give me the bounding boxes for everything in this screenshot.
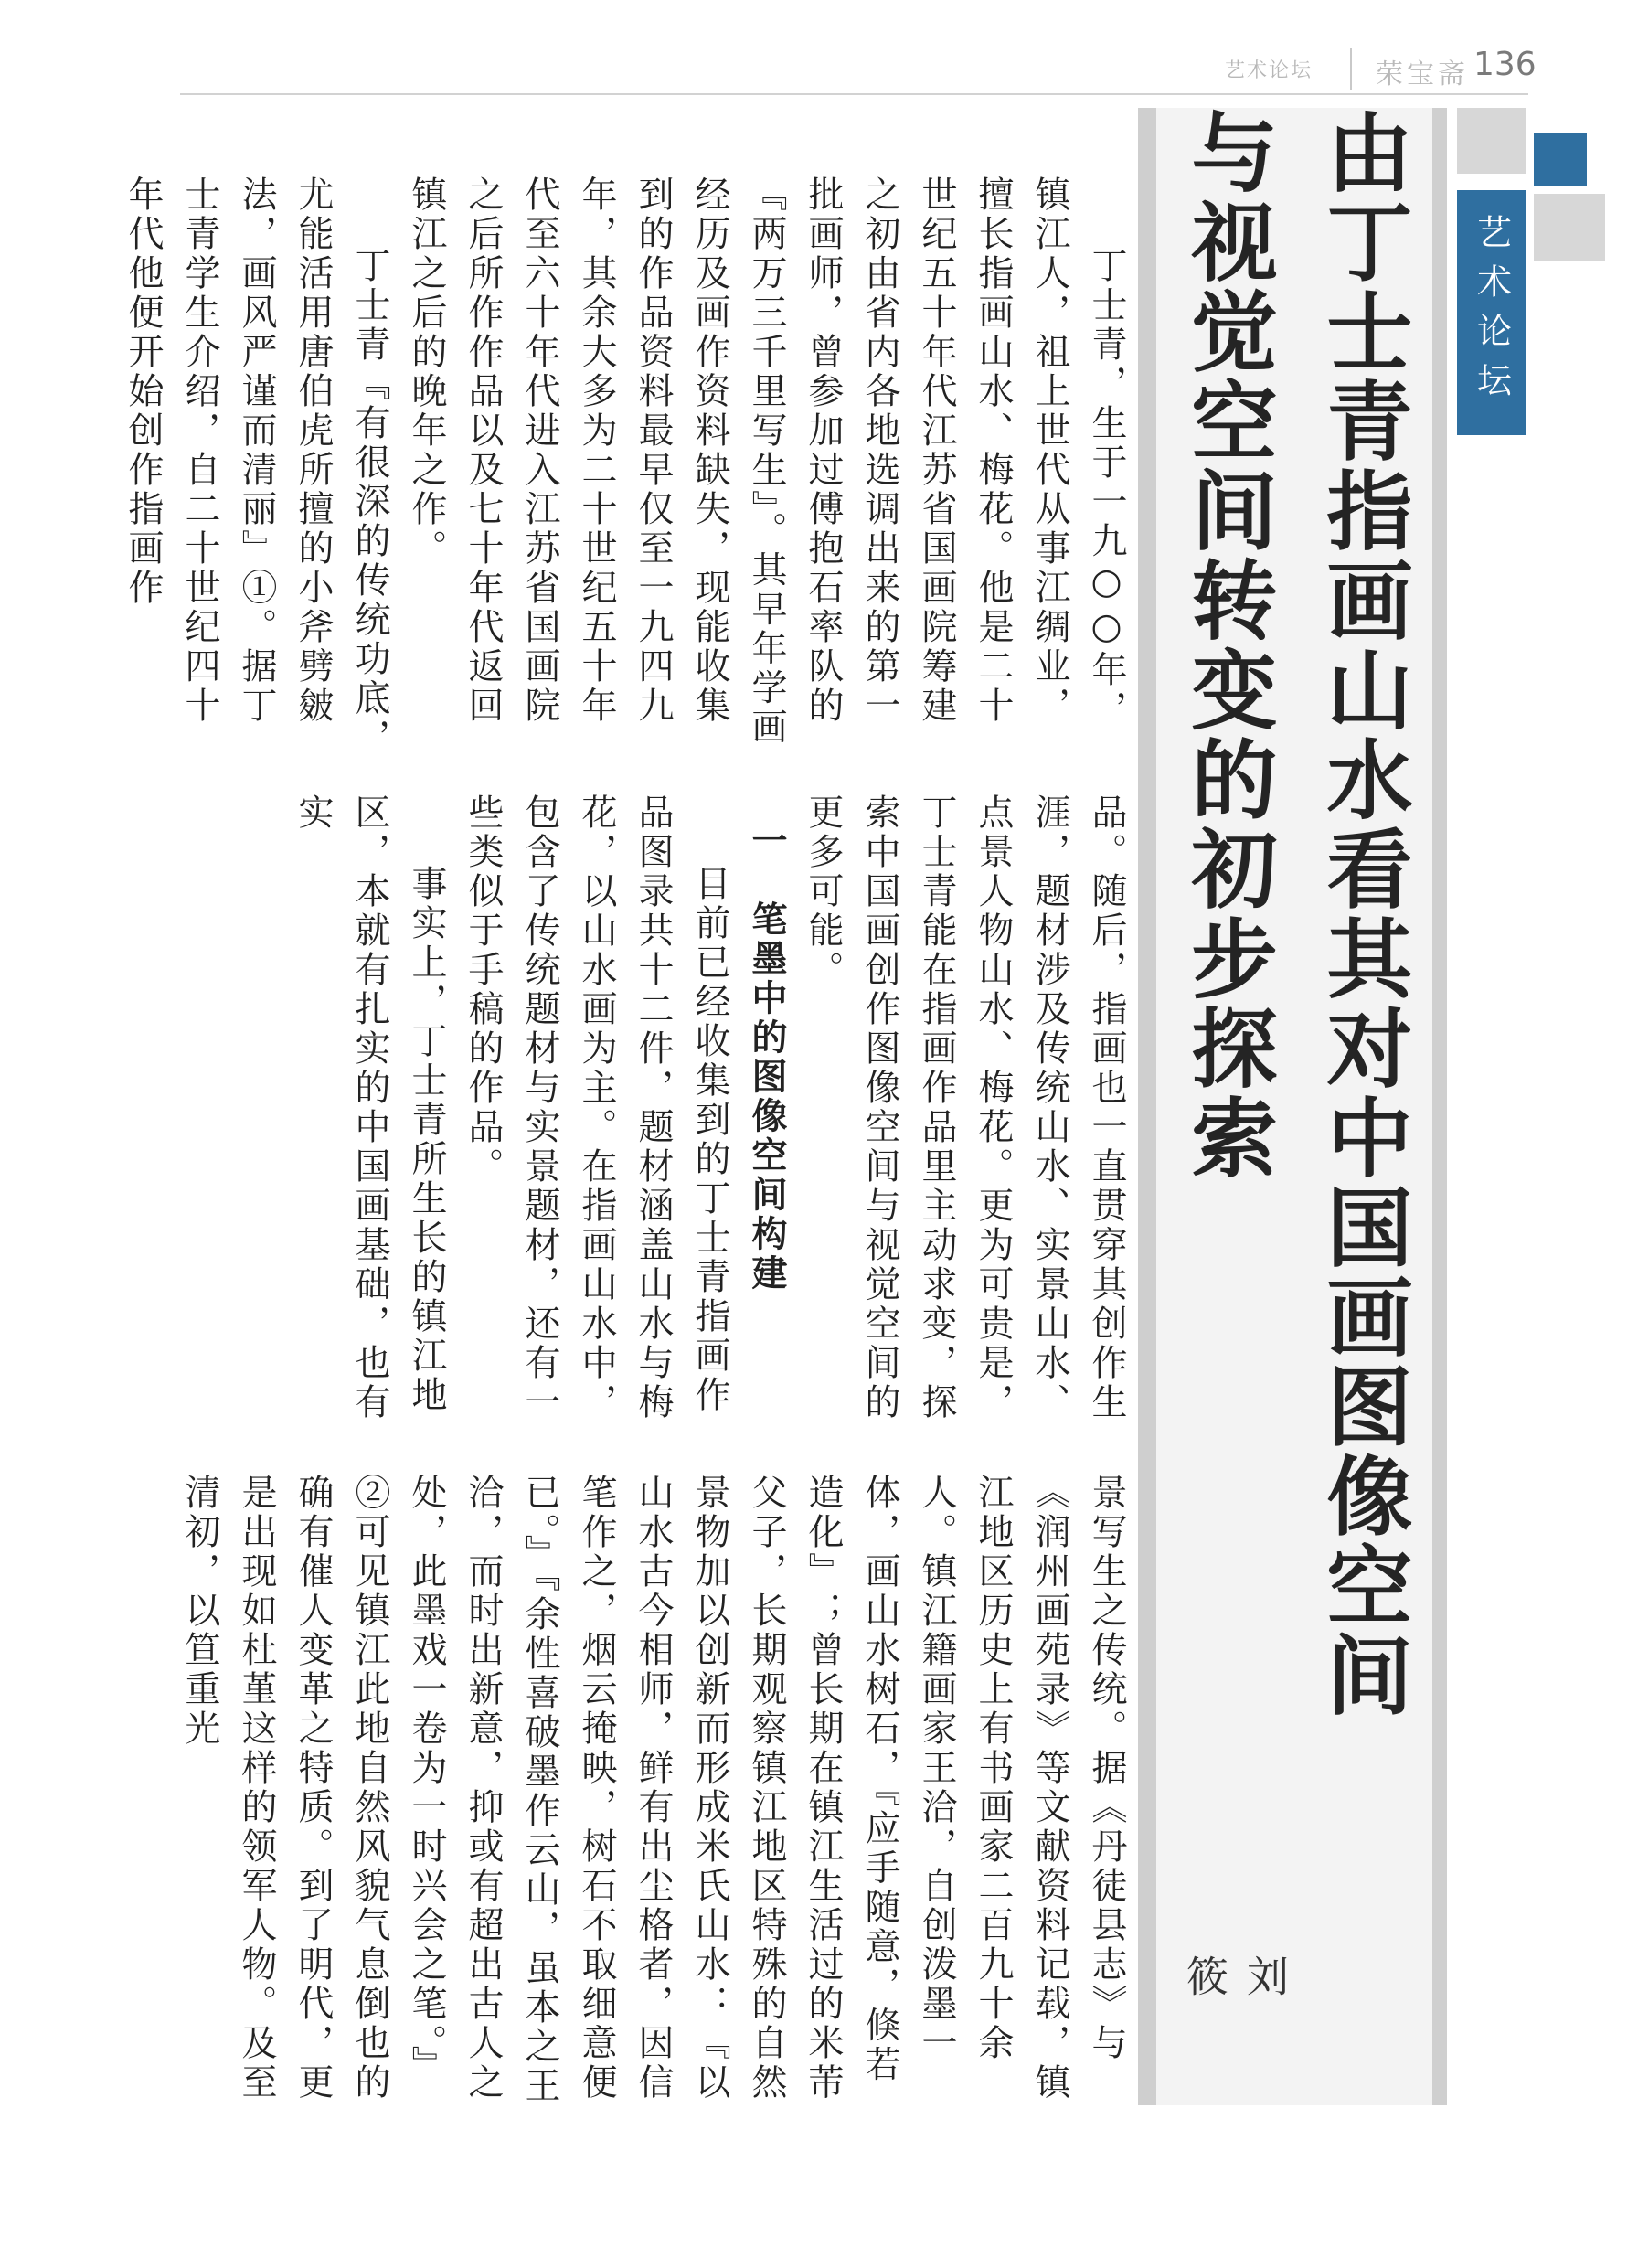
decorative-square-gray-bottom	[1534, 194, 1605, 261]
body-column-bottom	[179, 1474, 1134, 2114]
article-author: 刘筱	[1180, 1954, 1290, 2033]
page-header	[0, 0, 1638, 101]
page-number: 136	[1473, 46, 1537, 83]
article-title	[1167, 108, 1429, 1964]
title-block	[1138, 108, 1444, 2105]
paragraph: 品。随后，指画也一直贯穿其创作生涯，题材涉及传统山水、实景山水、点景人物山水、梅花。更为可贵是，丁士青能在指画作品里主动求变，探索中国画创作图像空间与视觉空间的更多可能。	[803, 793, 1127, 1422]
paragraph: 目前已经收集到的丁士青指画作品图录共十二件，题材涵盖山水与梅花，以山水画为主。在指画山水中，包含了传统题材与实景题材，还有一些类似于手稿的作品。	[463, 793, 730, 1422]
title-bar-left	[1138, 108, 1156, 2105]
body-column-middle	[179, 793, 1134, 1433]
decorative-square-gray-top	[1457, 108, 1526, 174]
article-title-line-1: 由丁士青指画山水看其对中国画图像空间	[1312, 108, 1411, 1720]
paragraph: 丁士青『有很深的传统功底，尤能活用唐伯虎所擅的小斧劈皴法，画风严谨而清丽』①。据丁士青学生介绍，自二十世纪四十年代他便开始创作指画作	[122, 176, 390, 758]
paragraph: 事实上，丁士青所生长的镇江地区，本就有扎实的中国画基础，也有实	[292, 793, 447, 1422]
paragraph: 丁士青，生于一九○○年，镇江人，祖上世代从事江绸业，擅长指画山水、梅花。他是二十世纪五十年代江苏省国画院筹建之初由省内各地选调出来的第一批画师，曾参加过傅抱石率队的『两万三千里写生』。其早年学画经历及画作资料缺失，现能收集到的作品资料最早仅至一九四九年，其余大多为二十世纪五十年代至六十年代进入江苏省国画院之后所作作品以及七十年代返回镇江之后的晚年之作。	[406, 176, 1127, 748]
title-bar-right	[1432, 108, 1447, 2105]
header-rule	[180, 93, 1528, 95]
column-tag: 艺术论坛	[1457, 190, 1526, 435]
header-separator	[1350, 48, 1352, 90]
section-heading: 一 笔墨中的图像空间构建	[746, 822, 787, 1294]
header-journal-name: 荣宝斋	[1376, 59, 1469, 91]
article-title-line-2: 与视觉空间转变的初步探索	[1176, 108, 1276, 1183]
decorative-square-blue	[1534, 133, 1587, 186]
paragraph: 景写生之传统。据《丹徒县志》与《润州画苑录》等文献资料记载，镇江地区历史上有书画家二百九十余人。镇江籍画家王洽，自创泼墨一体，画山水树石，『应手随意，倏若造化』；曾长期在镇江生活过的米芾父子，长期观察镇江地区特殊的自然景物加以创新而形成米氏山水：『以山水古今相师，鲜有出尘格者，因信笔作之，烟云掩映，树石不取细意便已。』『余性喜破墨作云山，虽本之王洽，而时出新意，抑或有超出古人之处，此墨戏一卷为一时兴会之笔。』②可见镇江此地自然风貌气息倒也的确有催人变革之特质。到了明代，更是出现如杜堇这样的领军人物。及至清初，以笪重光	[179, 1474, 1127, 2106]
header-section-label: 艺术论坛	[1225, 59, 1314, 82]
body-column-top	[122, 176, 1134, 761]
